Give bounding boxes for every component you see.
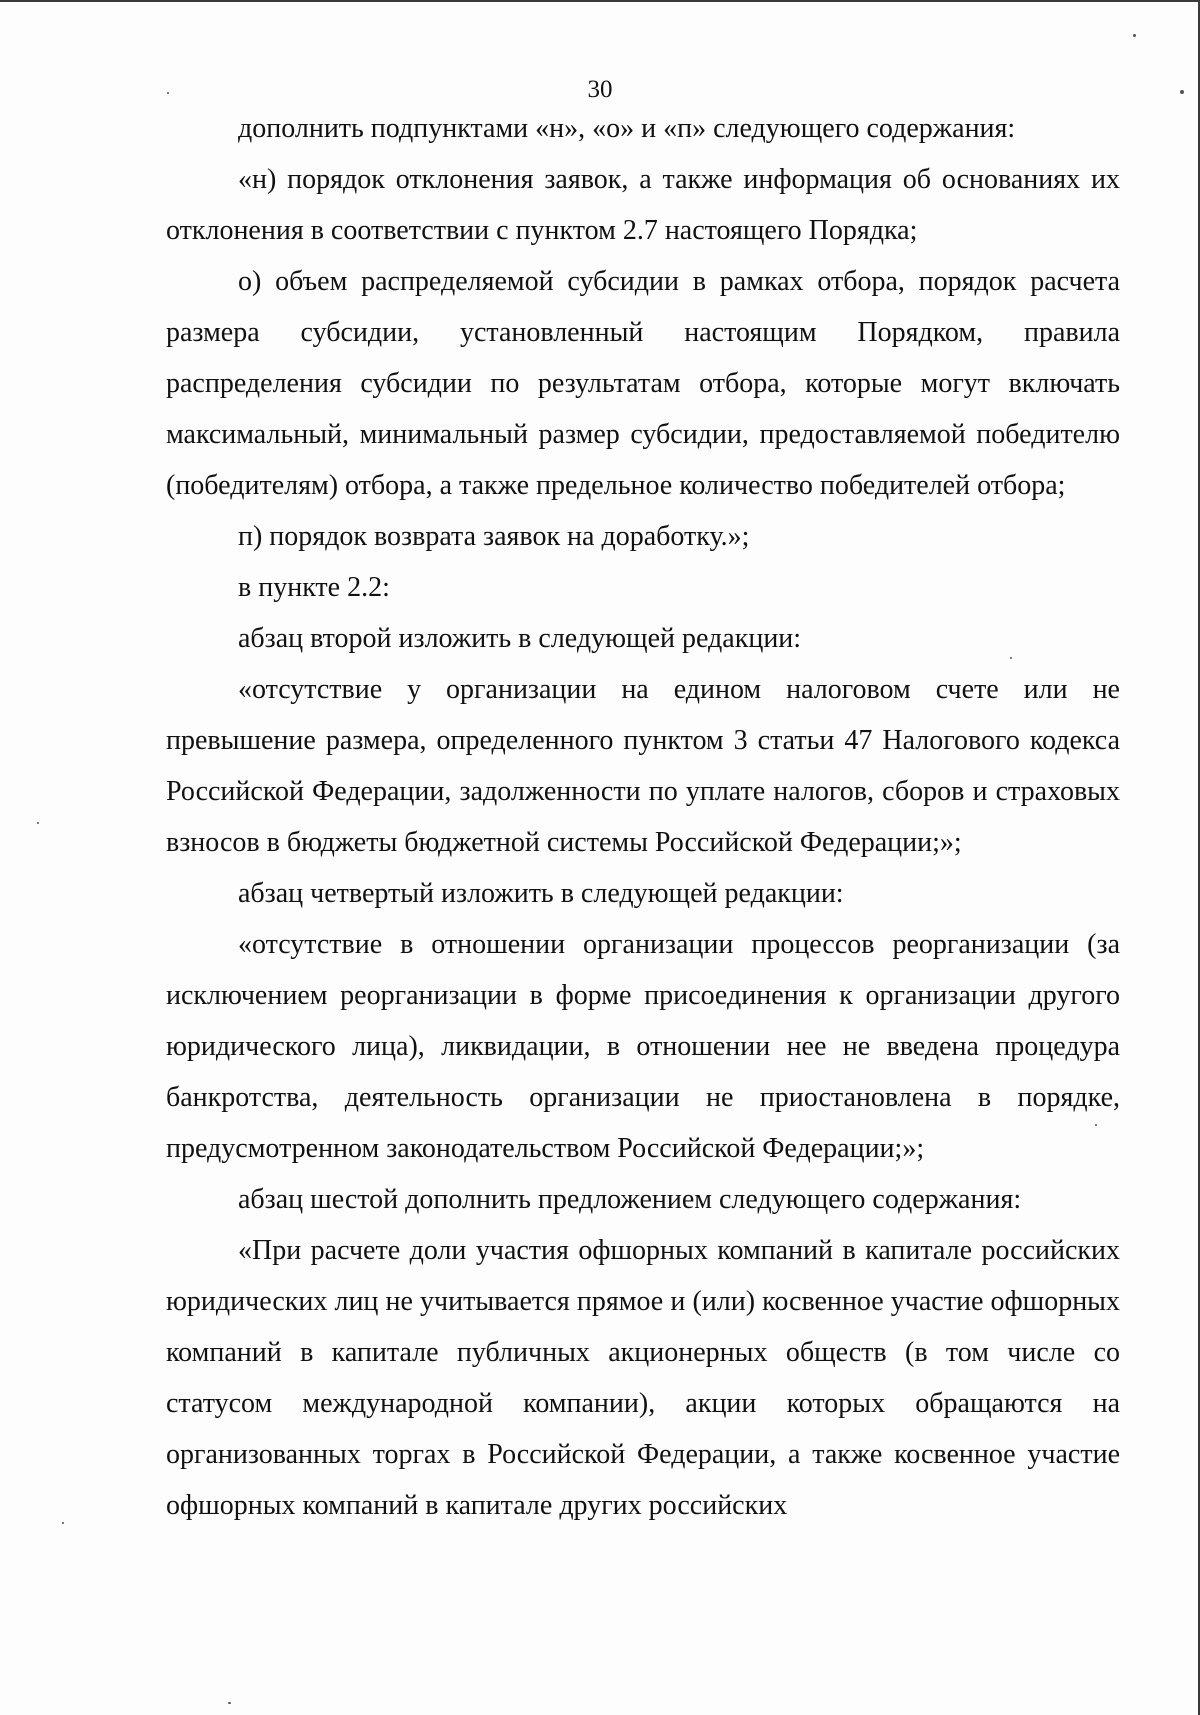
document-body [166,103,1120,1531]
paragraph-subitem-n: «н) порядок отклонения заявок, а также информация об основаниях их отклонения в соответствии с пунктом 2.7 настоящего Порядка; [166,164,1120,246]
scan-speck [1095,1124,1097,1126]
paragraph-fourth-abzac: абзац четвертый изложить в следующей редакции: [238,878,844,909]
scan-speck [1010,657,1012,659]
paragraph-reorganization: «отсутствие в отношении организации процессов реорганизации (за исключением реорганизации в форме присоединения к организации другого юридического лица), ликвидации, в отношении нее не введена процедура банкротства, деятельность организации не приостановлена в порядке, предусмотренном законодательством Российской Федерации;»; [166,929,1120,1164]
scan-speck [62,1522,64,1524]
paragraph-clause-2-2: в пункте 2.2: [238,572,390,603]
scan-speck [37,822,39,824]
scan-speck [228,1702,231,1704]
scan-speck [1133,34,1136,37]
paragraph-intro: дополнить подпунктами «н», «о» и «п» следующего содержания: [238,113,1016,144]
paragraph-offshore: «При расчете доли участия офшорных компаний в капитале российских юридических лиц не учитывается прямое и (или) косвенное участие офшорных компаний в капитале публичных акционерных обществ (в том числе со статусом международной компании), акции которых обращаются на организованных торгах в Российской Федерации, а также косвенное участие офшорных компаний в капитале других российских [166,1235,1120,1521]
paragraph-subitem-o: о) объем распределяемой субсидии в рамках отбора, порядок расчета размера субсидии, установленный настоящим Порядком, правила распределения субсидии по результатам отбора, которые могут включать максимальный, минимальный размер субсидии, предоставляемой победителю (победителям) отбора, а также предельное количество победителей отбора; [166,266,1120,501]
page-number: 30 [587,76,613,103]
paragraph-tax-debt: «отсутствие у организации на едином налоговом счете или не превышение размера, определенного пунктом 3 статьи 47 Налогового кодекса Российской Федерации, задолженности по уплате налогов, сборов и страховых взносов в бюджеты бюджетной системы Российской Федерации;»; [166,674,1120,858]
paragraph-subitem-p: п) порядок возврата заявок на доработку.»; [238,521,750,552]
paragraph-sixth-abzac: абзац шестой дополнить предложением следующего содержания: [238,1184,1022,1215]
scan-speck [167,92,169,94]
scan-speck [1180,90,1184,94]
paragraph-second-abzac: абзац второй изложить в следующей редакции: [238,623,802,654]
